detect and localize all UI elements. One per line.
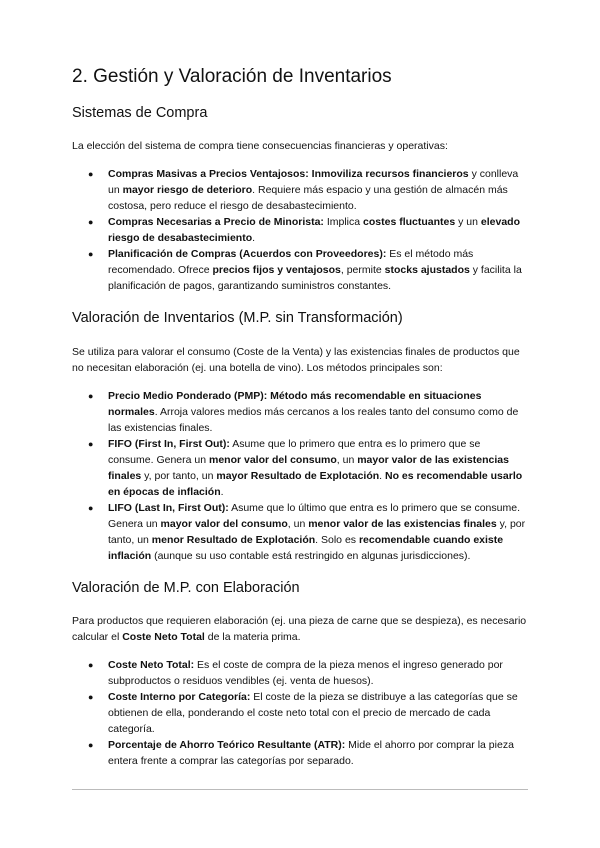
section-heading-sistemas-de-compra: Sistemas de Compra: [72, 104, 208, 121]
bold-text: mayor riesgo de deterioro: [122, 184, 253, 197]
text-run: (aunque su uso contable está restringido en algunas jurisdicciones).: [151, 549, 471, 562]
bold-text: LIFO (Last In, First Out):: [108, 501, 229, 514]
section-intro-valoracion-elaboracion: [72, 613, 528, 645]
bold-text: Coste Neto Total:: [108, 658, 195, 671]
bold-text: Precio Medio Ponderado (PMP): Método más recomendable en situaciones normales: [108, 389, 482, 418]
text-run: , un: [336, 453, 358, 466]
list-item: [88, 657, 528, 689]
bullet-icon: ●: [88, 169, 94, 180]
list-item-text: [108, 248, 522, 292]
bullet-icon: ●: [88, 438, 94, 449]
list-sistemas-de-compra: [72, 166, 528, 294]
bold-text: mayor Resultado de Explotación: [216, 469, 380, 482]
bold-text: menor Resultado de Explotación: [151, 533, 316, 546]
bullet-icon: ●: [88, 217, 94, 228]
bold-text: mayor valor de las existencias finales: [108, 453, 509, 482]
text-run: El coste de la pieza se distribuye a las categorías que se obtienen de ella, ponderando el coste neto total con el precio de mercado de cada categoría.: [108, 690, 518, 735]
bullet-icon: ●: [88, 390, 94, 401]
list-item: [88, 737, 528, 769]
text-run: .: [220, 485, 224, 498]
bold-text: Compras Necesarias a Precio de Minorista:: [108, 216, 324, 229]
list-item-text: [108, 659, 503, 687]
bold-text: recomendable cuando existe inflación: [108, 533, 504, 562]
text-run: .: [379, 469, 386, 482]
document-page: [72, 66, 528, 790]
list-item-text: [108, 691, 518, 735]
bold-text: No es recomendable usarlo en épocas de inflación: [108, 469, 523, 498]
list-item-text: [108, 390, 518, 434]
bold-text: menor valor del consumo: [208, 453, 337, 466]
text-run: . Solo es: [315, 533, 359, 546]
text-run: Es el método más recomendado. Ofrece: [108, 248, 474, 277]
list-item-text: [108, 438, 522, 498]
list-item: [88, 246, 528, 294]
bold-text: FIFO (First In, First Out):: [108, 437, 230, 450]
text-run: , permite: [340, 264, 385, 277]
bold-text: stocks ajustados: [384, 264, 470, 277]
list-item: [88, 436, 528, 500]
text-run: Asume que lo último que entra es lo primero que se consume. Genera un: [108, 501, 520, 530]
text-run: y conlleva un: [108, 168, 519, 197]
bold-text: elevado riesgo de desabastecimiento: [108, 216, 521, 245]
bold-text: Compras Masivas a Precios Ventajosos: Inmoviliza recursos financieros: [108, 168, 469, 181]
text-run: de la materia prima.: [204, 630, 301, 643]
list-item: [88, 388, 528, 436]
text-run: Asume que lo primero que entra es lo primero que se consume. Genera un: [108, 437, 481, 466]
section-intro-sistemas-de-compra: La elección del sistema de compra tiene consecuencias financieras y operativas:: [72, 140, 448, 153]
bold-text: Coste Interno por Categoría:: [108, 690, 251, 703]
list-item-text: [108, 216, 520, 244]
bold-text: Porcentaje de Ahorro Teórico Resultante (ATR):: [108, 738, 346, 751]
text-run: Es el coste de compra de la pieza menos el ingreso generado por subproductos o residuos vendibles (ej. venta de huesos).: [108, 658, 503, 687]
text-run: Mide el ahorro por comprar la pieza entera frente a comprar las categorías por separado.: [108, 738, 514, 767]
text-run: .: [252, 232, 256, 245]
bullet-icon: ●: [88, 249, 94, 260]
list-valoracion-inventarios: [72, 388, 528, 564]
bold-text: costes fluctuantes: [363, 216, 456, 229]
list-item-text: [108, 168, 518, 212]
text-run: . Arroja valores medios más cercanos a los reales tanto del consumo como de las existencias finales.: [108, 405, 519, 434]
bold-text: Coste Neto Total: [122, 630, 205, 643]
list-item-text: [108, 739, 514, 767]
text-run: Implica: [323, 216, 364, 229]
text-run: Para productos que requieren elaboración (ej. una pieza de carne que se despieza), es necesario calcular el: [72, 614, 527, 643]
text-run: y facilita la planificación de pagos, garantizando suministros constantes.: [108, 264, 522, 293]
text-run: , un: [287, 517, 309, 530]
text-run: y, por tanto, un: [141, 469, 217, 482]
list-item: [88, 214, 528, 246]
bold-text: precios fijos y ventajosos: [212, 264, 341, 277]
text-run: y, por tanto, un: [108, 517, 526, 546]
list-item: [88, 689, 528, 737]
bold-text: Planificación de Compras (Acuerdos con Proveedores):: [108, 248, 387, 261]
list-valoracion-elaboracion: [72, 657, 528, 769]
horizontal-divider: [72, 789, 528, 790]
bullet-icon: ●: [88, 739, 94, 750]
section-heading-valoracion-inventarios: Valoración de Inventarios (M.P. sin Transformación): [72, 310, 403, 327]
section-heading-valoracion-elaboracion: Valoración de M.P. con Elaboración: [72, 579, 300, 596]
bullet-icon: ●: [88, 691, 94, 702]
page-title: 2. Gestión y Valoración de Inventarios: [72, 66, 392, 87]
list-item: [88, 166, 528, 214]
text-run: . Requiere más espacio y una gestión de almacén más costosa, pero reduce el riesgo de desabastecimiento.: [108, 184, 508, 213]
bold-text: mayor valor del consumo: [160, 517, 288, 530]
list-item: [88, 500, 528, 564]
text-run: y un: [455, 216, 481, 229]
section-intro-valoracion-inventarios: Se utiliza para valorar el consumo (Coste de la Venta) y las existencias finales de productos que no necesitan elaboración (ej. una botella de vino). Los métodos principales son:: [72, 345, 520, 374]
bold-text: menor valor de las existencias finales: [308, 517, 497, 530]
bullet-icon: ●: [88, 502, 94, 513]
list-item-text: [108, 502, 525, 562]
bullet-icon: ●: [88, 659, 94, 670]
